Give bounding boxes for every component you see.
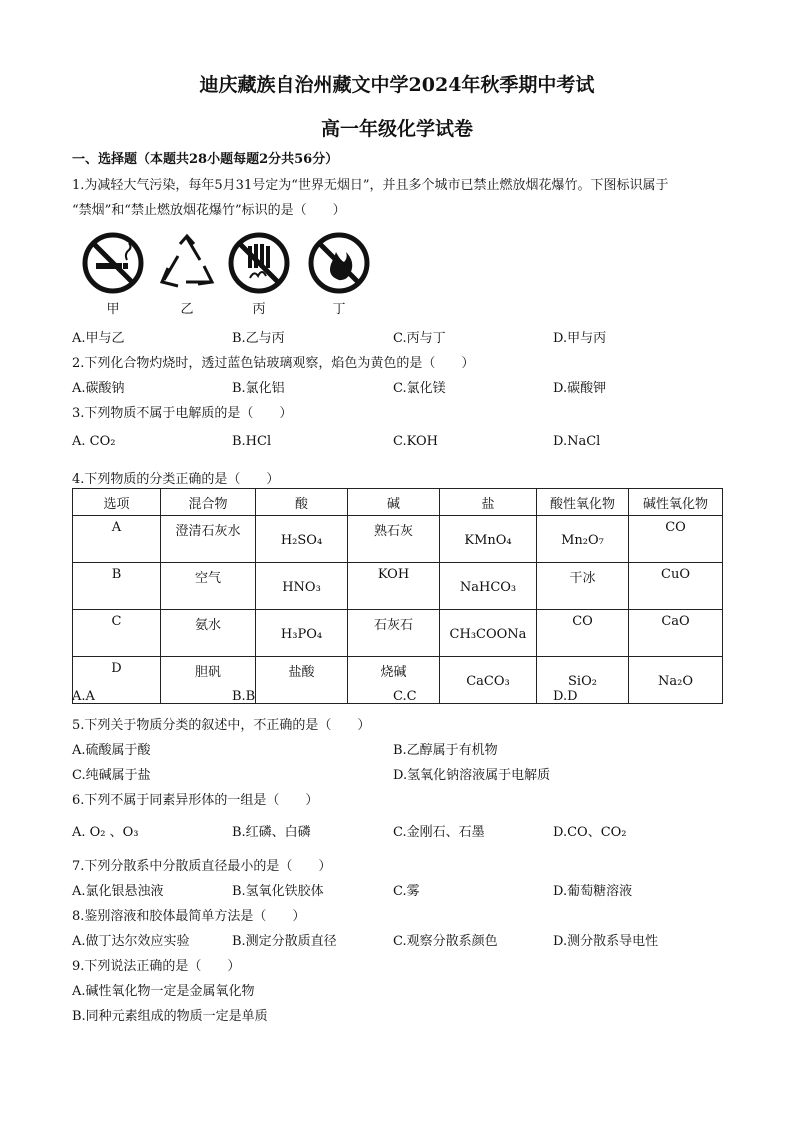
table-header: 选项: [73, 489, 161, 516]
q7-option-b[interactable]: B.氢氧化铁胶体: [232, 884, 324, 899]
table-header: 混合物: [161, 489, 256, 516]
table-cell: 盐酸: [256, 657, 348, 704]
table-cell: 澄清石灰水: [161, 516, 256, 563]
table-cell: CO: [537, 610, 629, 657]
q2-option-b[interactable]: B.氯化铝: [232, 381, 285, 396]
table-cell: 空气: [161, 563, 256, 610]
q1-option-a[interactable]: A.甲与乙: [72, 331, 125, 346]
q6-option-b[interactable]: B.红磷、白磷: [232, 825, 311, 840]
table-cell: SiO₂: [537, 657, 629, 704]
table-header-row: [73, 489, 723, 516]
q7-option-d[interactable]: D.葡萄糖溶液: [553, 884, 633, 899]
q8-option-a[interactable]: A.做丁达尔效应实验: [72, 934, 190, 949]
table-cell: KOH: [348, 563, 440, 610]
table-cell: CaO: [629, 610, 723, 657]
table-cell: B: [73, 563, 161, 610]
table-cell: KMnO₄: [440, 516, 537, 563]
q4-option-c[interactable]: C.C: [393, 689, 417, 704]
table-cell: CH₃COONa: [440, 610, 537, 657]
q2-option-a[interactable]: A.碳酸钠: [72, 381, 125, 396]
q5-option-c[interactable]: C.纯碱属于盐: [72, 768, 151, 783]
no-smoking-icon: [82, 232, 144, 298]
table-cell: H₃PO₄: [256, 610, 348, 657]
q6-option-a[interactable]: A. O₂ 、O₃: [72, 825, 139, 840]
q5-option-a[interactable]: A.硫酸属于酸: [72, 743, 151, 758]
table-cell: 干冰: [537, 563, 629, 610]
table-cell: C: [73, 610, 161, 657]
table-cell: CuO: [629, 563, 723, 610]
table-cell: HNO₃: [256, 563, 348, 610]
exam-title: 迪庆藏族自治州藏文中学2024年秋季期中考试: [199, 74, 595, 96]
q3-option-c[interactable]: C.KOH: [393, 434, 438, 449]
table-cell: 石灰石: [348, 610, 440, 657]
q2-option-d[interactable]: D.碳酸钾: [553, 381, 607, 396]
q7-option-a[interactable]: A.氯化银悬浊液: [72, 884, 164, 899]
table-row: [73, 563, 723, 610]
table-cell: CaCO₃: [440, 657, 537, 704]
q6-option-c[interactable]: C.金刚石、石墨: [393, 825, 485, 840]
no-fire-icon: [308, 232, 370, 298]
table-row: [73, 610, 723, 657]
recycle-icon: [156, 232, 218, 298]
icon-label: 丙: [252, 302, 266, 317]
classification-table: [72, 488, 723, 704]
q1-stem-line2: “禁烟”和“禁止燃放烟花爆竹”标识的是（ ）: [72, 203, 346, 218]
icon-label: 丁: [332, 302, 346, 317]
q4-stem: 4.下列物质的分类正确的是（ ）: [72, 472, 280, 487]
table-cell: NaHCO₃: [440, 563, 537, 610]
icon-label: 乙: [180, 302, 194, 317]
table-cell: 氨水: [161, 610, 256, 657]
q3-option-a[interactable]: A. CO₂: [72, 434, 116, 449]
q4-option-d[interactable]: D.D: [553, 689, 578, 704]
section-heading: 一、选择题（本题共28小题每题2分共56分）: [72, 152, 339, 167]
table-cell: H₂SO₄: [256, 516, 348, 563]
q3-option-b[interactable]: B.HCl: [232, 434, 272, 449]
q8-option-b[interactable]: B.测定分散质直径: [232, 934, 337, 949]
table-cell: Na₂O: [629, 657, 723, 704]
icon-label: 甲: [106, 302, 120, 317]
table-cell: CO: [629, 516, 723, 563]
q9-stem: 9.下列说法正确的是（ ）: [72, 959, 241, 974]
table-cell: Mn₂O₇: [537, 516, 629, 563]
q7-option-c[interactable]: C.雾: [393, 884, 420, 899]
table-cell: 烧碱: [348, 657, 440, 704]
q9-option-b[interactable]: B.同种元素组成的物质一定是单质: [72, 1009, 268, 1024]
q1-stem-line1: 1.为减轻大气污染，每年5月31号定为“世界无烟日”，并且多个城市已禁止燃放烟花爆竹。下图标识属于: [72, 178, 669, 193]
q5-option-d[interactable]: D.氢氧化钠溶液属于电解质: [393, 768, 551, 783]
q5-option-b[interactable]: B.乙醇属于有机物: [393, 743, 498, 758]
table-header: 碱性氧化物: [629, 489, 723, 516]
q6-stem: 6.下列不属于同素异形体的一组是（ ）: [72, 793, 319, 808]
q5-stem: 5.下列关于物质分类的叙述中，不正确的是（ ）: [72, 718, 371, 733]
exam-subtitle: 高一年级化学试卷: [320, 118, 473, 140]
q3-option-d[interactable]: D.NaCl: [553, 434, 601, 449]
table-header: 盐: [440, 489, 537, 516]
q8-option-c[interactable]: C.观察分散系颜色: [393, 934, 498, 949]
q4-option-b[interactable]: B.B: [232, 689, 256, 704]
table-cell: 胆矾: [161, 657, 256, 704]
table-cell: 熟石灰: [348, 516, 440, 563]
q6-option-d[interactable]: D.CO、CO₂: [553, 825, 627, 840]
q2-option-c[interactable]: C.氯化镁: [393, 381, 446, 396]
table-cell: A: [73, 516, 161, 563]
table-header: 酸: [256, 489, 348, 516]
q1-option-b[interactable]: B.乙与丙: [232, 331, 285, 346]
q8-option-d[interactable]: D.测分散系导电性: [553, 934, 659, 949]
q9-option-a[interactable]: A.碱性氧化物一定是金属氧化物: [72, 984, 255, 999]
q3-stem: 3.下列物质不属于电解质的是（ ）: [72, 406, 293, 421]
q8-stem: 8.鉴别溶液和胶体最简单方法是（ ）: [72, 909, 306, 924]
q1-option-d[interactable]: D.甲与丙: [553, 331, 607, 346]
no-fireworks-icon: [228, 232, 290, 298]
table-row: [73, 516, 723, 563]
q4-option-a[interactable]: A.A: [72, 689, 95, 704]
q1-option-c[interactable]: C.丙与丁: [393, 331, 446, 346]
table-header: 碱: [348, 489, 440, 516]
q2-stem: 2.下列化合物灼烧时，透过蓝色钴玻璃观察，焰色为黄色的是（ ）: [72, 356, 475, 371]
table-header: 酸性氧化物: [537, 489, 629, 516]
q7-stem: 7.下列分散系中分散质直径最小的是（ ）: [72, 859, 332, 874]
table-cell: D: [73, 657, 161, 704]
